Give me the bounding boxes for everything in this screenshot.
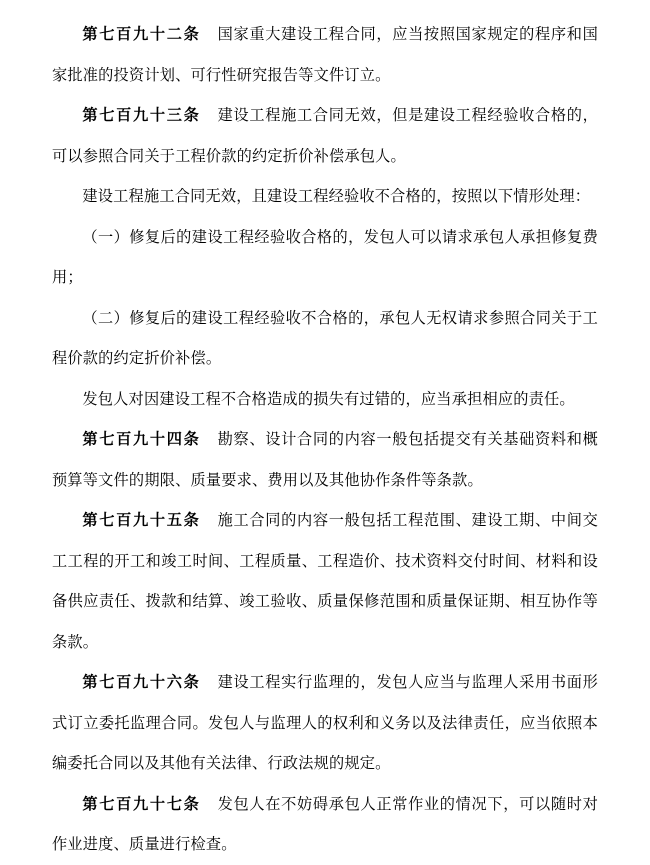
paragraph-article-793-item-1: （一）修复后的建设工程经验收合格的，发包人可以请求承包人承担修复费用；: [52, 227, 598, 286]
paragraph-article-797: [52, 784, 598, 865]
article-body-792: 国家重大建设工程合同，应当按照国家规定的程序和国家批准的投资计划、可行性研究报告等文件订立。: [52, 25, 598, 84]
article-body-796: 建设工程实行监理的，发包人应当与监理人采用书面形式订立委托监理合同。发包人与监理人的权利和义务以及法律责任，应当依照本编委托合同以及其他有关法律、行政法规的规定。: [52, 673, 598, 772]
paragraph-article-793-item-2: （二）修复后的建设工程经验收不合格的，承包人无权请求参照合同关于工程价款的约定折价补偿。: [52, 308, 598, 367]
paragraph-article-792: [52, 14, 598, 95]
paragraph-article-794: [52, 419, 598, 500]
paragraph-article-795: [52, 500, 598, 662]
article-label-794: 第七百九十四条: [82, 430, 201, 448]
article-body-797: 发包人在不妨碍承包人正常作业的情况下，可以随时对作业进度、质量进行检查。: [52, 794, 598, 853]
article-label-792: 第七百九十二条: [82, 25, 201, 43]
article-label-797: 第七百九十七条: [82, 794, 201, 813]
paragraph-article-796: [52, 662, 598, 784]
article-body-794: 勘察、设计合同的内容一般包括提交有关基础资料和概预算等文件的期限、质量要求、费用以及其他协作条件等条款。: [52, 430, 598, 489]
article-label-795: 第七百九十五条: [82, 511, 201, 529]
article-label-796: 第七百九十六条: [82, 673, 201, 691]
article-label-793: 第七百九十三条: [82, 106, 201, 124]
paragraph-article-793: [52, 95, 598, 176]
article-body-793: 建设工程施工合同无效，但是建设工程经验收合格的，可以参照合同关于工程价款的约定折价补偿承包人。: [52, 106, 598, 165]
paragraph-article-793-p3: 发包人对因建设工程不合格造成的损失有过错的，应当承担相应的责任。: [82, 389, 575, 408]
article-body-795: 施工合同的内容一般包括工程范围、建设工期、中间交工工程的开工和竣工时间、工程质量、工程造价、技术资料交付时间、材料和设备供应责任、拨款和结算、竣工验收、质量保修范围和质量保证期、相互协作等条款。: [52, 511, 598, 651]
paragraph-article-793-p2: 建设工程施工合同无效，且建设工程经验收不合格的，按照以下情形处理：: [82, 187, 591, 205]
